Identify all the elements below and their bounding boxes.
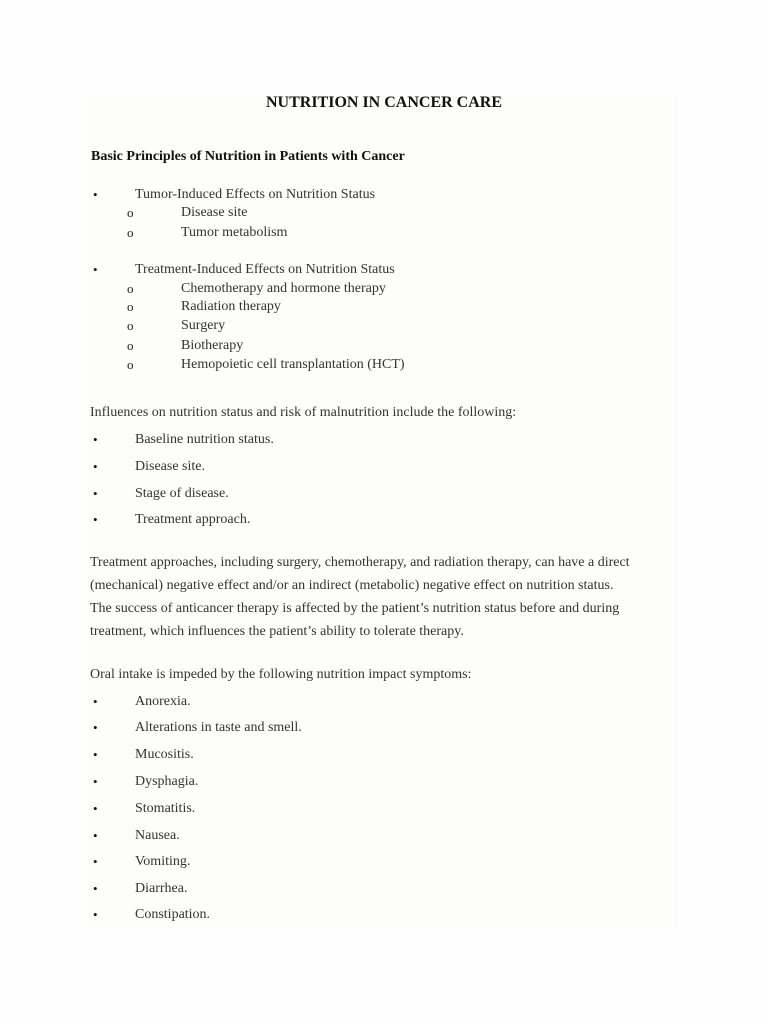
sub-bullet-marker: o	[127, 281, 134, 296]
bullet-marker: •	[93, 720, 98, 735]
section-heading: Basic Principles of Nutrition in Patients with Cancer	[91, 149, 405, 164]
sub-list-item: Chemotherapy and hormone therapy	[181, 281, 386, 296]
bullet-marker: •	[93, 747, 98, 762]
bullet-marker: •	[93, 512, 98, 527]
bullet-marker: •	[93, 694, 98, 709]
bullet-marker: •	[93, 907, 98, 922]
sub-bullet-marker: o	[127, 357, 134, 372]
bullet-marker: •	[93, 854, 98, 869]
paragraph-line: Treatment approaches, including surgery, chemotherapy, and radiation therapy, can have a direct	[90, 555, 630, 570]
list-item: Diarrhea.	[135, 881, 188, 896]
sub-bullet-marker: o	[127, 318, 134, 333]
tumor-effects-label: Tumor-Induced Effects on Nutrition Status	[135, 187, 376, 202]
influences-intro: Influences on nutrition status and risk of malnutrition include the following:	[90, 405, 517, 420]
list-item: Mucositis.	[135, 747, 194, 762]
list-item: Alterations in taste and smell.	[135, 720, 302, 735]
sub-list-item: Radiation therapy	[181, 299, 281, 314]
paragraph-line: The success of anticancer therapy is affected by the patient’s nutrition status before and during	[90, 601, 620, 616]
bullet-marker: •	[93, 801, 98, 816]
paragraph-line: (mechanical) negative effect and/or an indirect (metabolic) negative effect on nutrition status.	[90, 578, 614, 593]
sub-list-item: Hemopoietic cell transplantation (HCT)	[181, 357, 405, 372]
paragraph-line: treatment, which influences the patient’s ability to tolerate therapy.	[90, 624, 464, 639]
list-item: Vomiting.	[135, 854, 191, 869]
document-title: NUTRITION IN CANCER CARE	[265, 94, 503, 111]
list-item: Disease site.	[135, 459, 205, 474]
list-item: Anorexia.	[135, 694, 191, 709]
list-item: Stomatitis.	[135, 801, 196, 816]
bullet-marker: •	[93, 459, 98, 474]
sub-bullet-marker: o	[127, 338, 134, 353]
list-item: Stage of disease.	[135, 486, 229, 501]
list-item: Constipation.	[135, 907, 211, 922]
treatment-effects-label: Treatment-Induced Effects on Nutrition Status	[135, 262, 395, 277]
sub-list-item: Disease site	[181, 205, 248, 220]
sub-list-item: Biotherapy	[181, 338, 244, 353]
symptoms-intro: Oral intake is impeded by the following nutrition impact symptoms:	[90, 667, 472, 682]
sub-bullet-marker: o	[127, 225, 134, 240]
bullet-marker: •	[93, 187, 98, 202]
bullet-marker: •	[93, 881, 98, 896]
bullet-marker: •	[93, 828, 98, 843]
list-item: Treatment approach.	[135, 512, 251, 527]
sub-bullet-marker: o	[127, 205, 134, 220]
bullet-marker: •	[93, 432, 98, 447]
sub-list-item: Surgery	[181, 318, 226, 333]
bullet-marker: •	[93, 774, 98, 789]
list-item: Nausea.	[135, 828, 180, 843]
bullet-marker: •	[93, 262, 98, 277]
sub-list-item: Tumor metabolism	[181, 225, 288, 240]
list-item: Baseline nutrition status.	[135, 432, 274, 447]
sub-bullet-marker: o	[127, 299, 134, 314]
bullet-marker: •	[93, 486, 98, 501]
list-item: Dysphagia.	[135, 774, 199, 789]
